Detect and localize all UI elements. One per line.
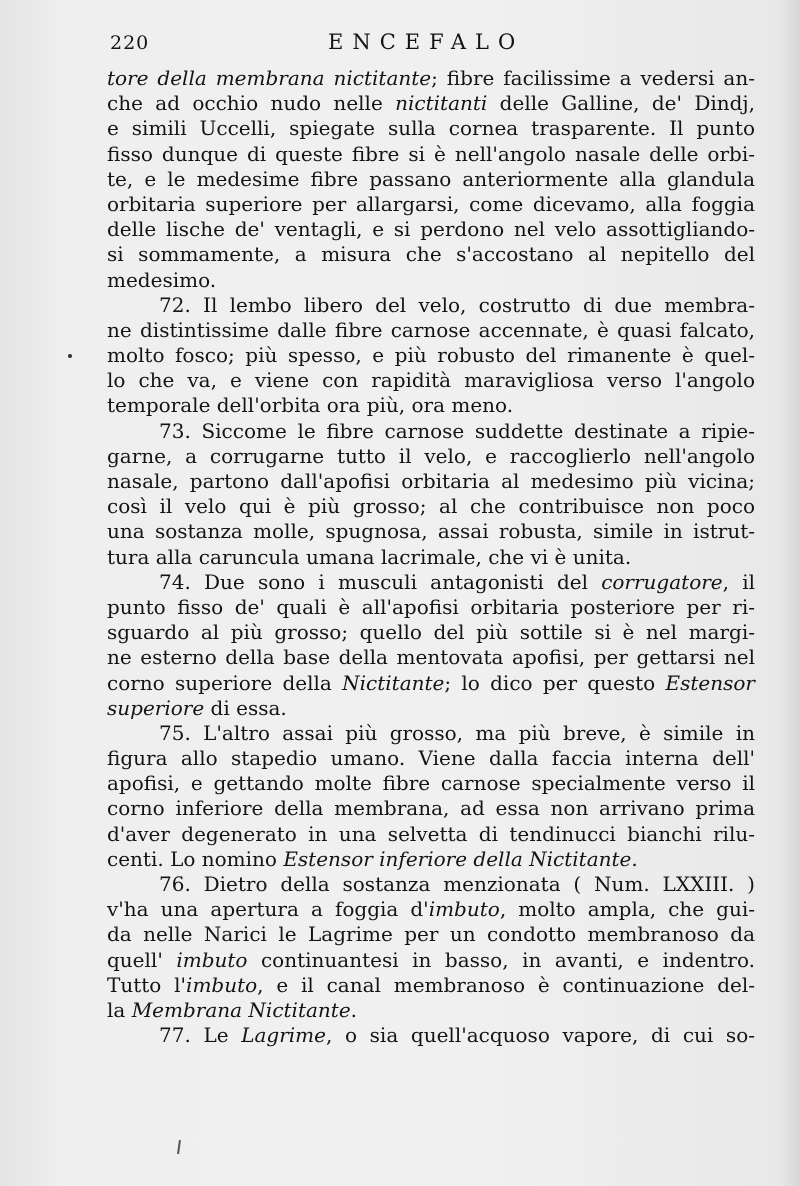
text-run: medesimo. [107,267,217,292]
text-run: tura alla caruncula umana lacrimale, che vi è unita. [107,544,632,569]
text-run: ; lo dico per questo [444,670,666,695]
text-line [107,293,755,318]
text-run: . [350,997,358,1022]
text-line [107,645,755,670]
text-run: 77. Le [159,1023,242,1048]
text-line [107,519,755,544]
italic-text: nictitanti [395,91,488,116]
text-run: ne distintissime dalle fibre carnose accennate, è quasi falcato, [107,317,755,342]
italic-text: superiore [107,695,205,720]
text-line [107,570,755,595]
italic-text: Estensor [665,670,755,695]
text-run: ne esterno della base della mentovata apofisi, per gettarsi nel [107,645,755,670]
text-line [107,545,755,570]
text-run: apofisi, e gettando molte fibre carnose specialmente verso il [107,771,755,796]
text-run: figura allo stapedio umano. Viene dalla faccia interna dell' [107,746,755,771]
text-line [107,696,755,721]
text-run: , o sia quell'acquoso vapore, di cui so- [325,1023,755,1048]
text-run: 72. Il lembo libero del velo, costrutto di due membra- [159,292,755,317]
text-run: ; fibre facilissime a vedersi an- [431,66,755,90]
text-line [107,142,755,167]
text-line [107,897,755,922]
text-run: sguardo al più grosso; quello del più sottile si è nel margi- [107,620,755,645]
text-run: si sommamente, a misura che s'accostano al nepitello del [107,242,755,267]
italic-text: Lagrime [241,1023,326,1048]
page-header [110,30,750,60]
text-run: centi. Lo nomino [107,846,284,871]
text-line [107,1023,755,1048]
text-line [107,116,755,141]
text-line [107,973,755,998]
italic-text: Estensor inferiore della Nictitante [283,846,632,871]
body-text [107,66,755,1048]
text-run: quell' [107,947,177,972]
text-run: corno inferiore della membrana, ad essa non arrivano prima [107,796,755,821]
text-line [107,419,755,444]
text-run: 76. Dietro della sostanza menzionata ( Num. LXXIII. ) [159,872,755,896]
italic-text: corrugatore [601,569,723,594]
text-run: di essa. [204,695,287,720]
text-line [107,721,755,746]
text-run: nasale, partono dall'apofisi orbitaria al medesimo più vicina; [107,469,755,493]
text-line [107,922,755,947]
text-run: , il [722,569,755,594]
text-run: lo che va, e viene con rapidità maravigliosa verso l'angolo [107,368,755,393]
text-run: , e il canal membranoso è continuazione del- [257,972,755,997]
text-line [107,444,755,469]
text-line [107,671,755,696]
page-edge-shadow [778,0,800,1186]
text-run: continuantesi in basso, in avanti, e indentro. [247,947,755,972]
text-run: una sostanza molle, spugnosa, assai robusta, simile in istrut- [107,519,755,544]
text-line [107,796,755,821]
italic-text: imbuto [428,897,500,922]
text-line [107,620,755,645]
text-line [107,771,755,796]
italic-text: Membrana Nictitante [131,997,351,1022]
running-head: ENCEFALO [328,30,525,54]
text-line [107,343,755,368]
text-line [107,746,755,771]
text-run: corno superiore della [107,670,343,695]
text-line [107,318,755,343]
text-run: punto fisso de' quali è all'apofisi orbitaria posteriore per ri- [107,594,755,619]
text-line [107,242,755,267]
text-line [107,847,755,872]
text-run: la [107,997,132,1022]
text-line [107,368,755,393]
text-run: garne, a corrugarne tutto il velo, e raccoglierlo nell'angolo [107,443,755,468]
text-run: 75. L'altro assai più grosso, ma più breve, è simile in [159,720,755,745]
text-line [107,872,755,897]
text-line [107,167,755,192]
text-run: così il velo qui è più grosso; al che contribuisce non poco [107,494,755,519]
text-line [107,948,755,973]
page-number: 220 [110,32,150,54]
text-line [107,217,755,242]
text-run: , molto ampla, che gui- [499,897,755,922]
text-run: che ad occhio nudo nelle [107,91,396,116]
text-line [107,192,755,217]
text-run: fisso dunque di queste fibre si è nell'angolo nasale delle orbi- [107,141,755,166]
text-run: v'ha una apertura a foggia d' [107,897,429,922]
text-run: 74. Due sono i musculi antagonisti del [159,569,602,594]
text-run: delle lische de' ventagli, e si perdono nel velo assottigliando- [107,217,755,242]
ink-speck [68,354,72,358]
italic-text: tore della membrana nictitante [107,66,432,90]
text-run: molto fosco; più spesso, e più robusto del rimanente è quel- [107,343,755,368]
text-line [107,998,755,1023]
text-run: orbitaria superiore per allargarsi, come dicevamo, alla foggia [107,191,755,216]
text-run: da nelle Narici le Lagrime per un condotto membranoso da [107,922,755,947]
text-run: 73. Siccome le fibre carnose suddette destinate a ripie- [159,418,755,443]
text-line [107,393,755,418]
text-line [107,268,755,293]
text-line [107,91,755,116]
text-run: . [631,846,638,871]
italic-text: Nictitante [342,670,445,695]
italic-text: imbuto [176,947,248,972]
ink-mark [177,1140,181,1154]
text-line [107,494,755,519]
text-line [107,469,755,494]
text-run: delle Galline, de' Dindj, [487,91,755,116]
text-run: Tutto l' [107,972,187,997]
text-run: te, e le medesime fibre passano anteriormente alla glandula [107,166,755,191]
text-run: e simili Uccelli, spiegate sulla cornea trasparente. Il punto [107,116,755,141]
text-run: d'aver degenerato in una selvetta di tendinucci bianchi rilu- [107,821,755,846]
text-run: temporale dell'orbita ora più, ora meno. [107,393,514,418]
text-line [107,66,755,91]
text-line [107,595,755,620]
italic-text: imbuto [186,972,258,997]
text-line [107,822,755,847]
